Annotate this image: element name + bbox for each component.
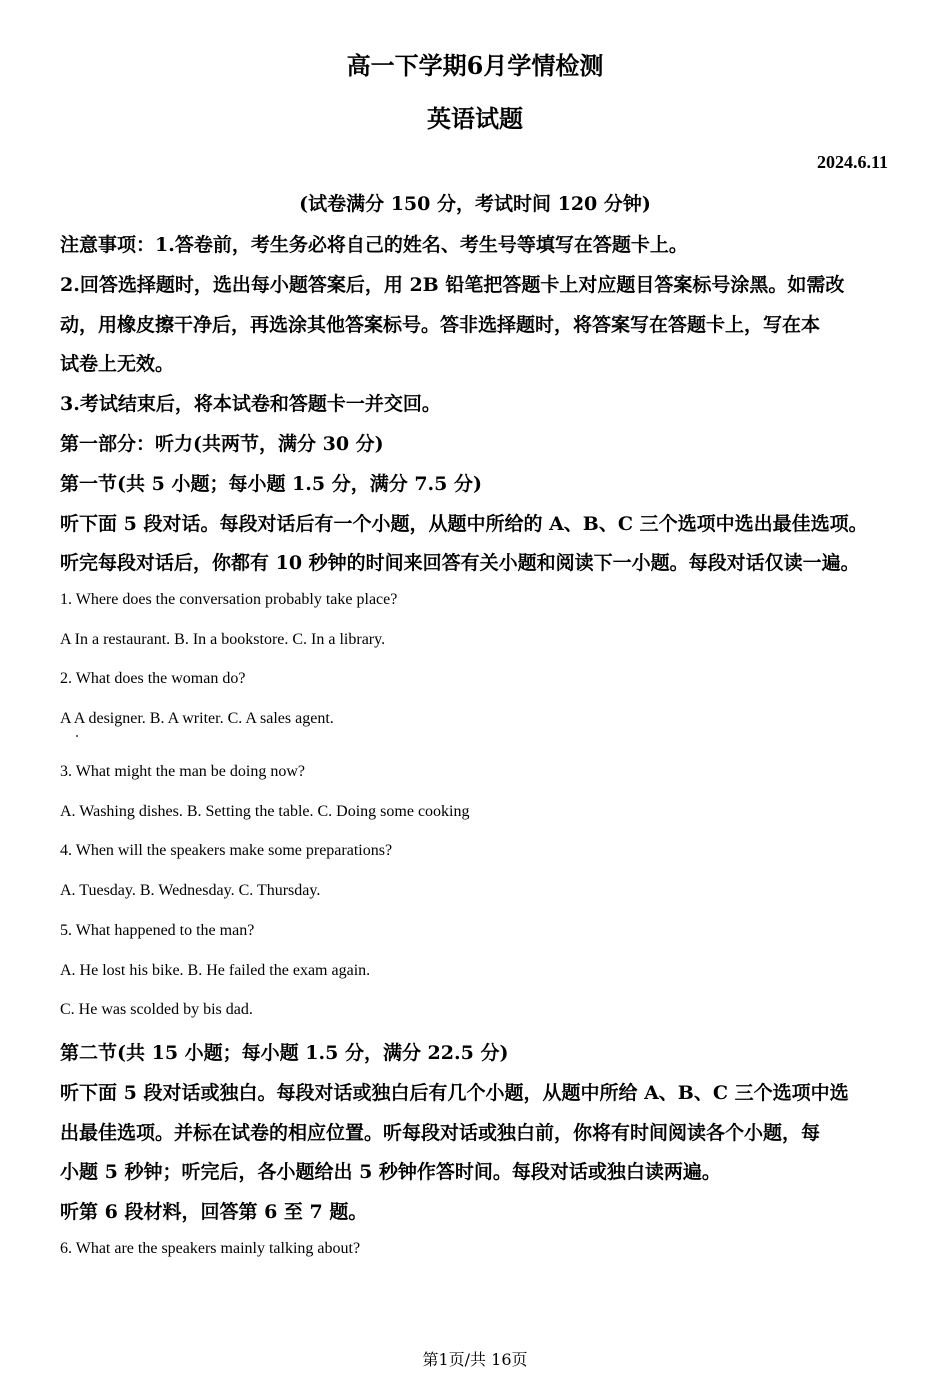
page-number: 第1页/共 16页 bbox=[422, 1350, 528, 1369]
instruction-line-5: 3.考试结束后，将本试卷和答题卡一并交回。 bbox=[60, 393, 441, 415]
question-4-options: A. Tuesday. B. Wednesday. C. Thursday. bbox=[60, 882, 321, 899]
section2-instruction-3: 小题 5 秒钟；听完后，各小题给出 5 秒钟作答时间。每段对话或独白读两遍。 bbox=[60, 1161, 721, 1183]
instruction-line-2: 2.回答选择题时，选出每小题答案后，用 2B 铅笔把答题卡上对应题目答案标号涂黑。如需改 bbox=[60, 274, 845, 296]
instruction-line-3: 动，用橡皮擦干净后，再选涂其他答案标号。答非选择题时，将答案写在答题卡上，写在本 bbox=[60, 314, 821, 336]
exam-date: 2024.6.11 bbox=[816, 152, 888, 172]
part1-heading: 第一部分：听力(共两节，满分 30 分) bbox=[60, 433, 384, 455]
question-2: 2. What does the woman do? bbox=[60, 670, 246, 687]
scan-speck bbox=[76, 735, 78, 737]
section2-heading: 第二节(共 15 小题；每小题 1.5 分，满分 22.5 分) bbox=[60, 1042, 509, 1064]
section1-heading: 第一节(共 5 小题；每小题 1.5 分，满分 7.5 分) bbox=[60, 473, 482, 495]
question-5-options: A. He lost his bike. B. He failed the exam again. bbox=[60, 962, 371, 979]
section1-instruction-2: 听完每段对话后，你都有 10 秒钟的时间来回答有关小题和阅读下一小题。每段对话仅读一遍。 bbox=[60, 552, 860, 574]
exam-info: (试卷满分 150 分，考试时间 120 分钟) bbox=[299, 193, 651, 215]
question-5-option-c: C. He was scolded by bis dad. bbox=[60, 1001, 253, 1018]
section2-instruction-2: 出最佳选项。并标在试卷的相应位置。听每段对话或独白前，你将有时间阅读各个小题，每 bbox=[60, 1122, 821, 1144]
instruction-line-1: 注意事项：1.答卷前，考生务必将自己的姓名、考生号等填写在答题卡上。 bbox=[60, 234, 688, 256]
question-1: 1. Where does the conversation probably take place? bbox=[60, 591, 398, 608]
question-3: 3. What might the man be doing now? bbox=[60, 763, 305, 780]
question-6: 6. What are the speakers mainly talking about? bbox=[60, 1240, 361, 1257]
instruction-line-4: 试卷上无效。 bbox=[60, 353, 175, 375]
question-2-options: A A designer. B. A writer. C. A sales agent. bbox=[60, 710, 334, 727]
question-5: 5. What happened to the man? bbox=[60, 922, 255, 939]
question-4: 4. When will the speakers make some preparations? bbox=[60, 842, 393, 859]
material-6-heading: 听第 6 段材料，回答第 6 至 7 题。 bbox=[60, 1201, 368, 1223]
section1-instruction-1: 听下面 5 段对话。每段对话后有一个小题，从题中所给的 A、B、C 三个选项中选出最佳选项。 bbox=[60, 513, 868, 535]
question-3-options: A. Washing dishes. B. Setting the table. C. Doing some cooking bbox=[60, 803, 470, 820]
exam-subtitle: 英语试题 bbox=[427, 104, 523, 133]
exam-title: 高一下学期6月学情检测 bbox=[346, 51, 604, 80]
section2-instruction-1: 听下面 5 段对话或独白。每段对话或独白后有几个小题，从题中所给 A、B、C 三个选项中选 bbox=[60, 1082, 849, 1104]
question-1-options: A In a restaurant. B. In a bookstore. C. In a library. bbox=[60, 631, 386, 648]
